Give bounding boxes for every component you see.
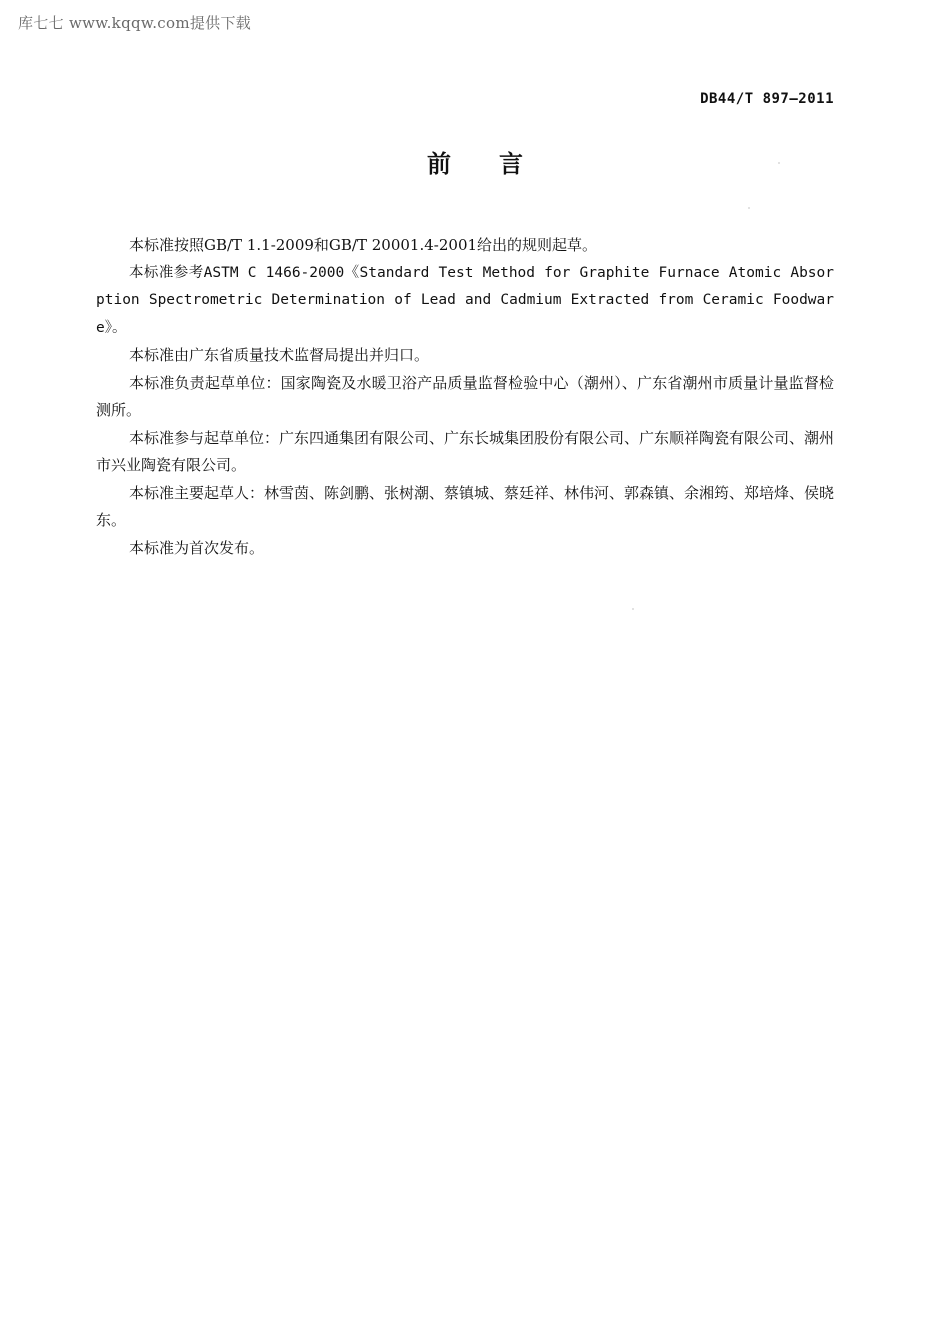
- standard-code: DB44/T 897—2011: [700, 91, 834, 107]
- scan-speck: [748, 207, 750, 209]
- scan-speck: [632, 608, 634, 610]
- paragraph-reference-standard: 本标准参考ASTM C 1466-2000《Standard Test Method for Graphite Furnace Atomic Absorption Spectrometric Determination of Lead and Cadmium Extracted from Ceramic Foodware》。: [96, 264, 834, 336]
- paragraph-proposer: 本标准由广东省质量技术监督局提出并归口。: [129, 346, 430, 364]
- paragraph-lead-drafting-units: 本标准负责起草单位：国家陶瓷及水暖卫浴产品质量监督检验中心（潮州）、广东省潮州市质量计量监督检测所。: [96, 373, 834, 419]
- paragraph-participating-units: 本标准参与起草单位：广东四通集团有限公司、广东长城集团股份有限公司、广东顺祥陶瓷有限公司、潮州市兴业陶瓷有限公司。: [96, 428, 835, 474]
- watermark-text: 库七七 www.kqqw.com提供下载: [18, 14, 252, 32]
- scan-speck: [778, 162, 780, 164]
- paragraph-first-release: 本标准为首次发布。: [129, 538, 265, 557]
- foreword-body: [96, 232, 834, 562]
- page-title: 前言: [427, 150, 571, 178]
- paragraph-drafting-rules: 本标准按照GB/T 1.1-2009和GB/T 20001.4-2001给出的规则起草。: [129, 236, 598, 254]
- paragraph-main-drafters: 本标准主要起草人：林雪茵、陈剑鹏、张树潮、蔡镇城、蔡廷祥、林伟河、郭森镇、余湘筠、郑培烽、侯晓东。: [96, 483, 835, 529]
